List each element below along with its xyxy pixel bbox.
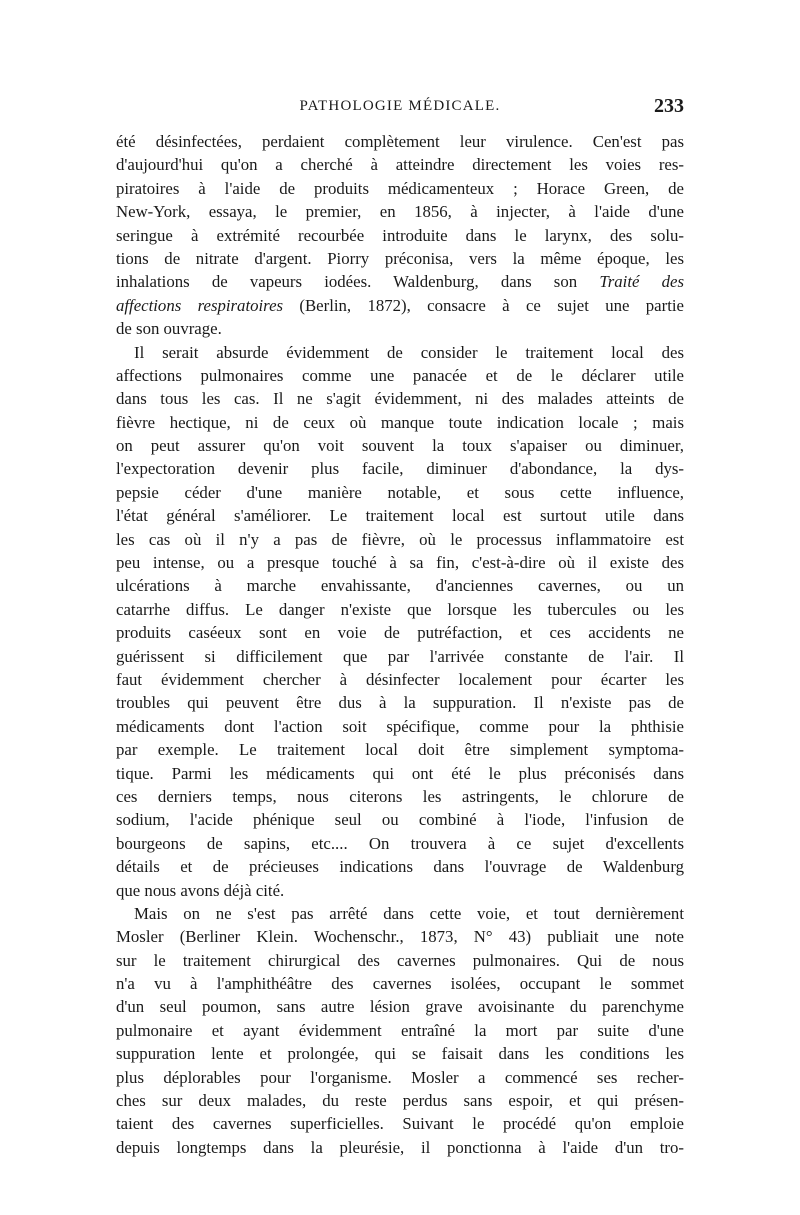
body-text <box>116 130 684 1159</box>
text-line: catarrhe diffus. Le danger n'existe que lorsque les tubercules ou les <box>116 599 684 619</box>
text-line: New-York, essaya, le premier, en 1856, à injecter, à l'aide d'une <box>116 202 684 222</box>
text-line <box>116 294 684 317</box>
text-line: taient des cavernes superficielles. Suivant le procédé qu'on emploie <box>116 1114 684 1134</box>
text-line: ulcérations à marche envahissante, d'anciennes cavernes, ou un <box>116 576 684 596</box>
line-text: (Berlin, 1872), consacre à ce sujet une partie <box>283 295 684 315</box>
paragraph-start-line: Il serait absurde évidemment de consider le traitement local des <box>134 342 684 362</box>
text-line: faut évidemment chercher à désinfecter localement pour écarter les <box>116 669 684 689</box>
text-line: depuis longtemps dans la pleurésie, il ponctionna à l'aide d'un tro- <box>116 1137 684 1157</box>
text-line: piratoires à l'aide de produits médicamenteux ; Horace Green, de <box>116 178 684 198</box>
text-line: fièvre hectique, ni de ceux où manque toute indication locale ; mais <box>116 412 684 432</box>
text-line: on peut assurer qu'on voit souvent la toux s'apaiser ou diminuer, <box>116 436 684 456</box>
text-line: détails et de précieuses indications dans l'ouvrage de Waldenburg <box>116 857 684 877</box>
text-line: l'état général s'améliorer. Le traitement local est surtout utile dans <box>116 506 684 526</box>
text-line: sur le traitement chirurgical des cavernes pulmonaires. Qui de nous <box>116 950 684 970</box>
text-line: l'expectoration devenir plus facile, diminuer d'abondance, la dys- <box>116 459 684 479</box>
text-line: les cas où il n'y a pas de fièvre, où le processus inflammatoire est <box>116 529 684 549</box>
text-line: été désinfectées, perdaient complètement leur virulence. Cen'est pas <box>116 132 684 151</box>
text-line: n'a vu à l'amphithéâtre des cavernes isolées, occupant le sommet <box>116 974 684 994</box>
text-line: d'aujourd'hui qu'on a cherché à atteindre directement les voies res- <box>116 155 684 175</box>
book-title-italic: Traité des <box>599 272 684 292</box>
text-line: tique. Parmi les médicaments qui ont été le plus préconisés dans <box>116 763 684 783</box>
text-line: d'un seul poumon, sans autre lésion grave avoisinante du parenchyme <box>116 997 684 1017</box>
text-line: que nous avons déjà cité. <box>116 880 285 900</box>
text-line: pepsie céder d'une manière notable, et sous cette influence, <box>116 482 684 502</box>
text-line: plus déplorables pour l'organisme. Mosler a commencé ses recher- <box>116 1067 684 1087</box>
line-text: inhalations de vapeurs iodées. Waldenburg, dans son <box>116 272 578 292</box>
text-line: médicaments dont l'action soit spécifique, comme pour la phthisie <box>116 716 684 736</box>
text-line: sodium, l'acide phénique seul ou combiné à l'iode, l'infusion de <box>116 810 684 830</box>
text-line: pulmonaire et ayant évidemment entraîné la mort par suite d'une <box>116 1020 684 1040</box>
text-line: guérissent si difficilement que par l'arrivée constante de l'air. Il <box>116 646 684 666</box>
text-line: produits caséeux sont en voie de putréfaction, et ces accidents ne <box>116 623 684 643</box>
text-line: bourgeons de sapins, etc.... On trouvera à ce sujet d'excellents <box>116 833 684 853</box>
text-line: peu intense, ou a presque touché à sa fin, c'est-à-dire où il existe des <box>116 553 684 573</box>
running-head <box>116 95 684 125</box>
text-line: dans tous les cas. Il ne s'agit évidemment, ni des malades atteints de <box>116 389 684 409</box>
text-line: par exemple. Le traitement local doit être simplement symptoma- <box>116 740 684 760</box>
text-line: Mosler (Berliner Klein. Wochenschr., 1873, N° 43) publiait une note <box>116 927 684 947</box>
paragraph-start-line: Mais on ne s'est pas arrêté dans cette voie, et tout dernièrement <box>134 903 684 923</box>
text-line: ches sur deux malades, du reste perdus sans espoir, et qui présen- <box>116 1091 684 1111</box>
text-line: ces derniers temps, nous citerons les astringents, le chlorure de <box>116 786 684 806</box>
text-line: affections pulmonaires comme une panacée et de le déclarer utile <box>116 365 684 385</box>
text-line <box>116 270 684 293</box>
text-line: de son ouvrage. <box>116 319 222 339</box>
page-number: 233 <box>654 95 684 117</box>
text-line: seringue à extrémité recourbée introduite dans le larynx, des solu- <box>116 225 684 245</box>
text-line: tions de nitrate d'argent. Piorry préconisa, vers la même époque, les <box>116 248 684 268</box>
running-title: PATHOLOGIE MÉDICALE. <box>299 98 501 114</box>
text-line: troubles qui peuvent être dus à la suppuration. Il n'existe pas de <box>116 693 684 713</box>
text-line: suppuration lente et prolongée, qui se faisait dans les conditions les <box>116 1044 684 1064</box>
book-title-italic: affections respiratoires <box>116 295 284 315</box>
